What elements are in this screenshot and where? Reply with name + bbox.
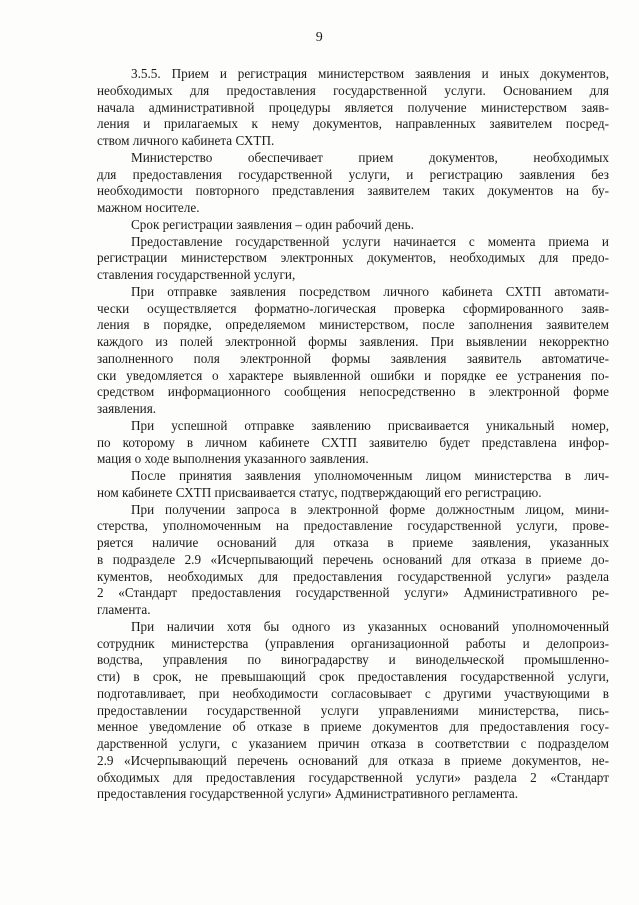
text-line: чески осуществляется форматно-логическая проверка сформированного заяв- bbox=[97, 300, 609, 316]
text-line: обходимых для предоставления государственной услуги» раздела 2 «Стандарт bbox=[97, 769, 609, 785]
text-line: средством информационного сообщения непосредственно в электронной форме bbox=[97, 384, 609, 400]
text-line: кументов, необходимых для предоставления государственной услуги» раздела bbox=[97, 568, 609, 584]
text-line: сти) в срок, не превышающий срок предоставления государственной услуги, bbox=[97, 669, 609, 684]
paragraph bbox=[97, 619, 609, 803]
paragraph bbox=[97, 502, 609, 619]
text-line: При наличии хотя бы одного из указанных оснований уполномоченный bbox=[131, 618, 609, 634]
text-line: Предоставление государственной услуги начинается с момента приема и bbox=[131, 233, 609, 249]
text-line: 3.5.5. Прием и регистрация министерством заявления и иных документов, bbox=[131, 66, 609, 81]
text-line: ски уведомляется о характере выявленной ошибки и порядке ее устранения по- bbox=[97, 367, 609, 383]
text-line: Срок регистрации заявления – один рабочий день. bbox=[131, 216, 414, 232]
text-line: ления и прилагаемых к нему документов, направленных заявителем посред- bbox=[97, 116, 609, 132]
text-line: мация о ходе выполнения указанного заявления. bbox=[97, 451, 369, 467]
text-line: менное уведомление об отказе в приеме документов для предоставления госу- bbox=[97, 719, 609, 735]
text-line: ления в порядке, определяемом министерством, после заполнения заявителем bbox=[97, 317, 609, 333]
text-line: стерства, уполномоченным на предоставление государственной услуги, прове- bbox=[97, 518, 609, 534]
text-line: ставления государственной услуги, bbox=[97, 267, 296, 282]
text-line: Министерство обеспечивает прием документов, необходимых bbox=[131, 149, 609, 165]
text-line: предоставления государственной услуги» Административного регламента. bbox=[97, 786, 519, 802]
text-line: При отправке заявления посредством личного кабинета СХТП автомати- bbox=[131, 283, 609, 299]
paragraph bbox=[97, 217, 609, 234]
text-line: дарственной услуги, с указанием причин отказа в соответствии с подразделом bbox=[97, 736, 609, 751]
paragraph bbox=[97, 66, 609, 150]
paragraph bbox=[97, 150, 609, 217]
text-line: предоставлении государственной услуги управлениями министерства, пись- bbox=[97, 702, 609, 718]
text-line: 2.9 «Исчерпывающий перечень оснований для отказа в приеме документов, не- bbox=[97, 752, 609, 768]
text-line: каждого из полей электронной формы заявления. При выявлении некорректно bbox=[97, 334, 609, 349]
text-line: ном кабинете СХТП присваивается статус, подтверждающий его регистрацию. bbox=[97, 484, 542, 500]
text-line: гламента. bbox=[97, 602, 151, 617]
page-number: 9 bbox=[315, 30, 324, 45]
text-line: необходимых для предоставления государственной услуги. Основанием для bbox=[97, 82, 609, 98]
text-line: по которому в личном кабинете СХТП заявителю будет представлена инфор- bbox=[97, 434, 609, 450]
text-line: При успешной отправке заявлению присваивается уникальный номер, bbox=[131, 417, 609, 433]
text-line: регистрации министерством электронных документов, необходимых для предо- bbox=[97, 250, 609, 266]
text-line: начала административной процедуры является получение министерством заяв- bbox=[97, 99, 609, 115]
text-line: После принятия заявления уполномоченным лицом министерства в лич- bbox=[131, 468, 609, 483]
text-line: сотрудник министерства (управления организационной работы и делопроиз- bbox=[97, 635, 609, 651]
text-line: мажном носителе. bbox=[97, 200, 200, 215]
text-line: для предоставления государственной услуги, и регистрацию заявления без bbox=[97, 166, 609, 182]
paragraph bbox=[97, 468, 609, 502]
text-line: необходимости повторного представления заявителем таких документов на бу- bbox=[97, 183, 609, 199]
paragraph bbox=[97, 284, 609, 418]
text-line: подготавливает, при необходимости согласовывает с другими участвующими в bbox=[97, 685, 609, 701]
text-line: водства, управления по виноградарству и винодельческой промышленно- bbox=[97, 652, 609, 668]
text-line: При получении запроса в электронной форме должностным лицом, мини- bbox=[131, 501, 609, 517]
paragraph bbox=[97, 234, 609, 284]
text-line: ряется наличие оснований для отказа в приеме заявления, указанных bbox=[97, 535, 609, 550]
text-line: заполненного поля электронной формы заявления заявитель автоматиче- bbox=[97, 350, 609, 366]
paragraph bbox=[97, 418, 609, 468]
text-line: заявления. bbox=[97, 401, 157, 416]
text-line: в подразделе 2.9 «Исчерпывающий перечень оснований для отказа в приеме до- bbox=[97, 551, 609, 567]
document-body bbox=[97, 66, 609, 803]
text-line: 2 «Стандарт предоставления государственной услуги» Административного ре- bbox=[97, 585, 609, 601]
text-line: ством личного кабинета СХТП. bbox=[97, 133, 275, 148]
